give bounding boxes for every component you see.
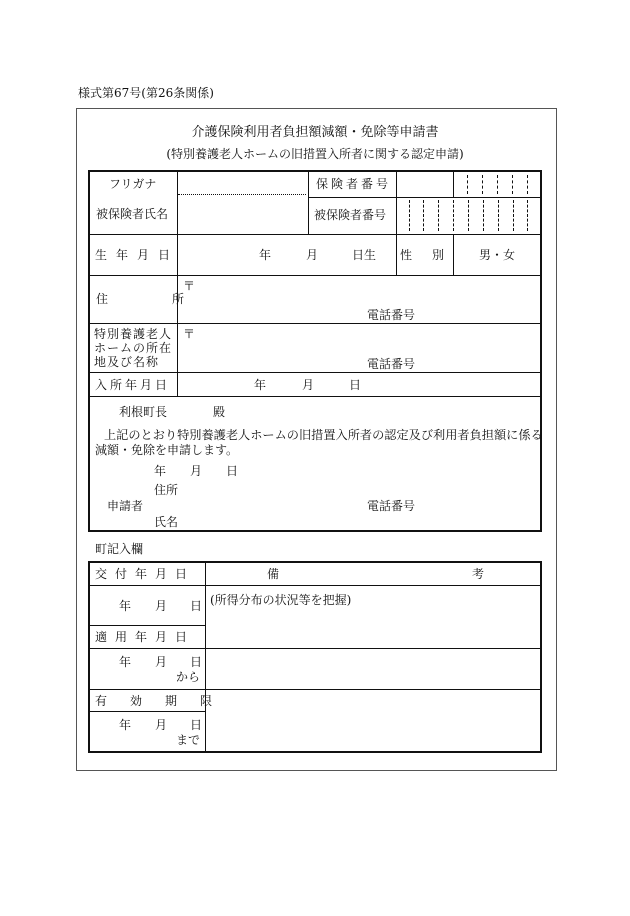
remarks-label-1: 備 (267, 567, 280, 581)
valid-year: 年 (119, 718, 132, 732)
issue-day: 日 (190, 599, 203, 613)
valid-period-label: 有効期限 (95, 694, 236, 708)
admission-year: 年 (254, 378, 267, 392)
honorific: 殿 (213, 405, 226, 419)
request-day: 日 (226, 464, 239, 478)
valid-month: 月 (155, 718, 168, 732)
remarks-note: (所得分布の状況等を把握) (210, 593, 352, 607)
postal-mark: 〒 (183, 279, 196, 293)
issue-month: 月 (155, 599, 168, 613)
apply-date-label: 適用年月日 (95, 630, 196, 644)
addressee: 利根町長 (119, 405, 168, 419)
apply-from: から (176, 670, 201, 684)
request-month: 月 (190, 464, 203, 478)
form-subtitle: (特別養護老人ホームの旧措置入所者に関する認定申請) (166, 147, 464, 161)
request-year: 年 (154, 464, 167, 478)
insured-name-label: 被保険者氏名 (96, 207, 169, 221)
admission-month: 月 (302, 378, 315, 392)
birth-month: 月 (306, 248, 319, 262)
insurer-number-label: 保険者番号 (316, 177, 392, 191)
address-label: 住 所 (96, 292, 211, 306)
facility-label-line1: 特別養護老人 (94, 327, 173, 341)
birth-date-label: 生年月日 (95, 248, 180, 262)
facility-phone-label: 電話番号 (367, 357, 416, 371)
apply-year: 年 (119, 655, 132, 669)
office-section-title: 町記入欄 (95, 542, 144, 556)
request-body-line1: 上記のとおり特別養護老人ホームの旧措置入所者の認定及び利用者負担額に係る (104, 428, 543, 442)
valid-until: まで (176, 733, 201, 747)
apply-month: 月 (155, 655, 168, 669)
gender-label: 性 別 (400, 248, 449, 262)
facility-label-line2: ホームの所在 (94, 341, 173, 355)
form-number: 様式第67号(第26条関係) (78, 86, 214, 100)
gender-value: 男・女 (479, 248, 516, 262)
request-body-line2: 減額・免除を申請します。 (95, 443, 239, 457)
applicant-name-label: 氏名 (154, 515, 179, 529)
admission-day: 日 (349, 378, 362, 392)
insured-number-label: 被保険者番号 (314, 208, 387, 222)
birth-day: 日生 (352, 248, 377, 262)
apply-day: 日 (190, 655, 203, 669)
applicant-address-label: 住所 (154, 483, 179, 497)
valid-day: 日 (190, 718, 203, 732)
form-title: 介護保険利用者負担額減額・免除等申請書 (191, 125, 439, 140)
facility-postal-mark: 〒 (183, 327, 196, 341)
birth-year: 年 (259, 248, 272, 262)
issue-date-label: 交付年月日 (95, 567, 196, 581)
admission-date-label: 入所年月日 (95, 378, 171, 392)
furigana-label: フリガナ (109, 177, 157, 191)
applicant-label: 申請者 (107, 499, 144, 513)
phone-label: 電話番号 (367, 308, 416, 322)
applicant-phone-label: 電話番号 (367, 499, 416, 513)
issue-year: 年 (119, 599, 132, 613)
remarks-label-2: 考 (472, 567, 485, 581)
facility-label-line3: 地及び名称 (94, 355, 160, 369)
